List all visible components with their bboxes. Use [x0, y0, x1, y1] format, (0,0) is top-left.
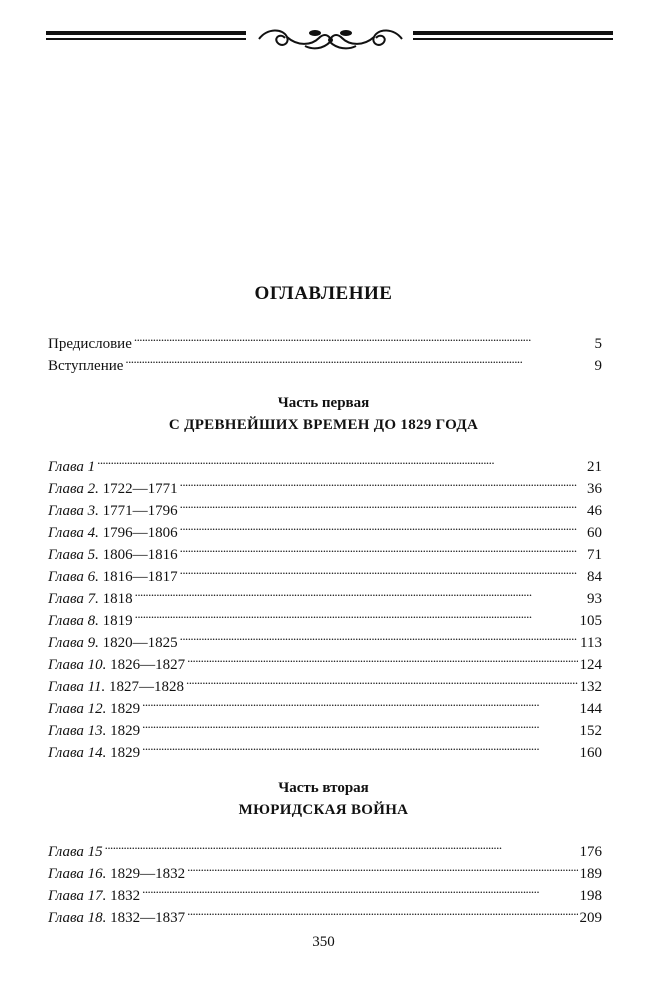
dot-leader	[105, 834, 578, 856]
dot-leader	[142, 713, 577, 735]
chapter-name: Глава 4.	[48, 525, 99, 541]
entry-page: 152	[579, 723, 602, 739]
part-title: С ДРЕВНЕЙШИХ ВРЕМЕН ДО 1829 ГОДА	[168, 417, 479, 433]
toc-entry-chapter	[48, 493, 602, 519]
flourish-ornament-icon	[253, 24, 408, 54]
dot-leader	[180, 515, 585, 537]
toc-entry-chapter	[48, 515, 602, 541]
chapter-years: 1832—1837	[110, 910, 186, 926]
toc-entry-chapter	[48, 834, 602, 860]
chapter-name: Глава 16.	[48, 866, 107, 882]
chapter-years: 1818	[102, 591, 133, 607]
dot-leader	[180, 559, 585, 581]
entry-page: 160	[579, 745, 602, 761]
toc-entry-chapter	[48, 581, 602, 607]
dot-leader	[180, 537, 585, 559]
chapter-years: 1832	[110, 888, 141, 904]
chapter-years: 1829	[110, 723, 141, 739]
chapter-name: Глава 1	[48, 459, 96, 475]
chapter-name: Глава 17.	[48, 888, 107, 904]
chapter-years: 1827—1828	[109, 679, 185, 695]
dot-leader	[187, 856, 577, 878]
chapter-years: 1819	[102, 613, 133, 629]
dot-leader	[142, 878, 577, 900]
header-rule-left	[46, 31, 246, 40]
chapter-years: 1829	[110, 701, 141, 717]
chapter-name: Глава 8.	[48, 613, 99, 629]
entry-page: 198	[579, 888, 602, 904]
entry-label: Предисловие	[48, 336, 132, 352]
chapter-years: 1829—1832	[110, 866, 186, 882]
chapter-name: Глава 13.	[48, 723, 107, 739]
dot-leader	[187, 647, 577, 669]
entry-label: Вступление	[48, 358, 124, 374]
dot-leader	[135, 603, 578, 625]
chapter-years: 1796—1806	[102, 525, 178, 541]
toc-entry-chapter	[48, 647, 602, 673]
chapter-years: 1806—1816	[102, 547, 178, 563]
chapter-years: 1722—1771	[102, 481, 178, 497]
chapter-name: Глава 6.	[48, 569, 99, 585]
part-label: Часть вторая	[278, 780, 369, 796]
dot-leader	[142, 691, 577, 713]
chapter-years: 1829	[110, 745, 141, 761]
entry-page: 105	[579, 613, 602, 629]
entry-page: 209	[579, 910, 602, 926]
page-title: ОГЛАВЛЕНИЕ	[254, 283, 393, 304]
entry-page: 144	[579, 701, 602, 717]
entry-page: 46	[587, 503, 602, 519]
dot-leader	[97, 449, 585, 471]
dot-leader	[125, 348, 592, 370]
entry-page: 132	[579, 679, 602, 695]
entry-page: 93	[587, 591, 602, 607]
chapter-name: Глава 3.	[48, 503, 99, 519]
toc-entry-chapter	[48, 735, 602, 761]
part-title: МЮРИДСКАЯ ВОЙНА	[238, 802, 409, 818]
dot-leader	[135, 581, 585, 603]
dot-leader	[180, 625, 578, 647]
toc-entry-chapter	[48, 856, 602, 882]
entry-page: 71	[587, 547, 602, 563]
entry-page: 113	[580, 635, 602, 651]
toc-entry-chapter	[48, 900, 602, 926]
entry-page: 189	[579, 866, 602, 882]
chapter-years: 1771—1796	[102, 503, 178, 519]
toc-entry-chapter	[48, 713, 602, 739]
toc-entry-chapter	[48, 625, 602, 651]
chapter-name: Глава 14.	[48, 745, 107, 761]
dot-leader	[187, 900, 577, 922]
part-label: Часть первая	[277, 395, 370, 411]
toc-entry-chapter	[48, 603, 602, 629]
dot-leader	[186, 669, 577, 691]
entry-page: 36	[587, 481, 602, 497]
chapter-name: Глава 9.	[48, 635, 99, 651]
toc-entry-chapter	[48, 537, 602, 563]
chapter-name: Глава 10.	[48, 657, 107, 673]
chapter-name: Глава 7.	[48, 591, 99, 607]
entry-page: 124	[579, 657, 602, 673]
toc-entry-preface	[48, 326, 602, 352]
toc-entry-introduction	[48, 348, 602, 374]
header-ornament	[0, 22, 647, 56]
page-number: 350	[312, 934, 335, 950]
chapter-name: Глава 5.	[48, 547, 99, 563]
entry-page: 84	[587, 569, 602, 585]
header-rule-right	[413, 31, 613, 40]
entry-page: 176	[579, 844, 602, 860]
chapter-name: Глава 2.	[48, 481, 99, 497]
dot-leader	[134, 326, 593, 348]
chapter-name: Глава 18.	[48, 910, 107, 926]
chapter-name: Глава 11.	[48, 679, 106, 695]
entry-page: 60	[587, 525, 602, 541]
chapter-years: 1816—1817	[102, 569, 178, 585]
entry-page: 5	[594, 336, 602, 352]
chapter-years: 1826—1827	[110, 657, 186, 673]
dot-leader	[180, 471, 585, 493]
toc-entry-chapter	[48, 691, 602, 717]
toc-entry-chapter	[48, 559, 602, 585]
toc-entry-chapter	[48, 449, 602, 475]
chapter-years: 1820—1825	[102, 635, 178, 651]
chapter-name: Глава 15	[48, 844, 103, 860]
entry-page: 21	[587, 459, 602, 475]
toc-entry-chapter	[48, 471, 602, 497]
toc-entry-chapter	[48, 878, 602, 904]
entry-page: 9	[594, 358, 602, 374]
chapter-name: Глава 12.	[48, 701, 107, 717]
toc-entry-chapter	[48, 669, 602, 695]
dot-leader	[180, 493, 585, 515]
dot-leader	[142, 735, 577, 757]
